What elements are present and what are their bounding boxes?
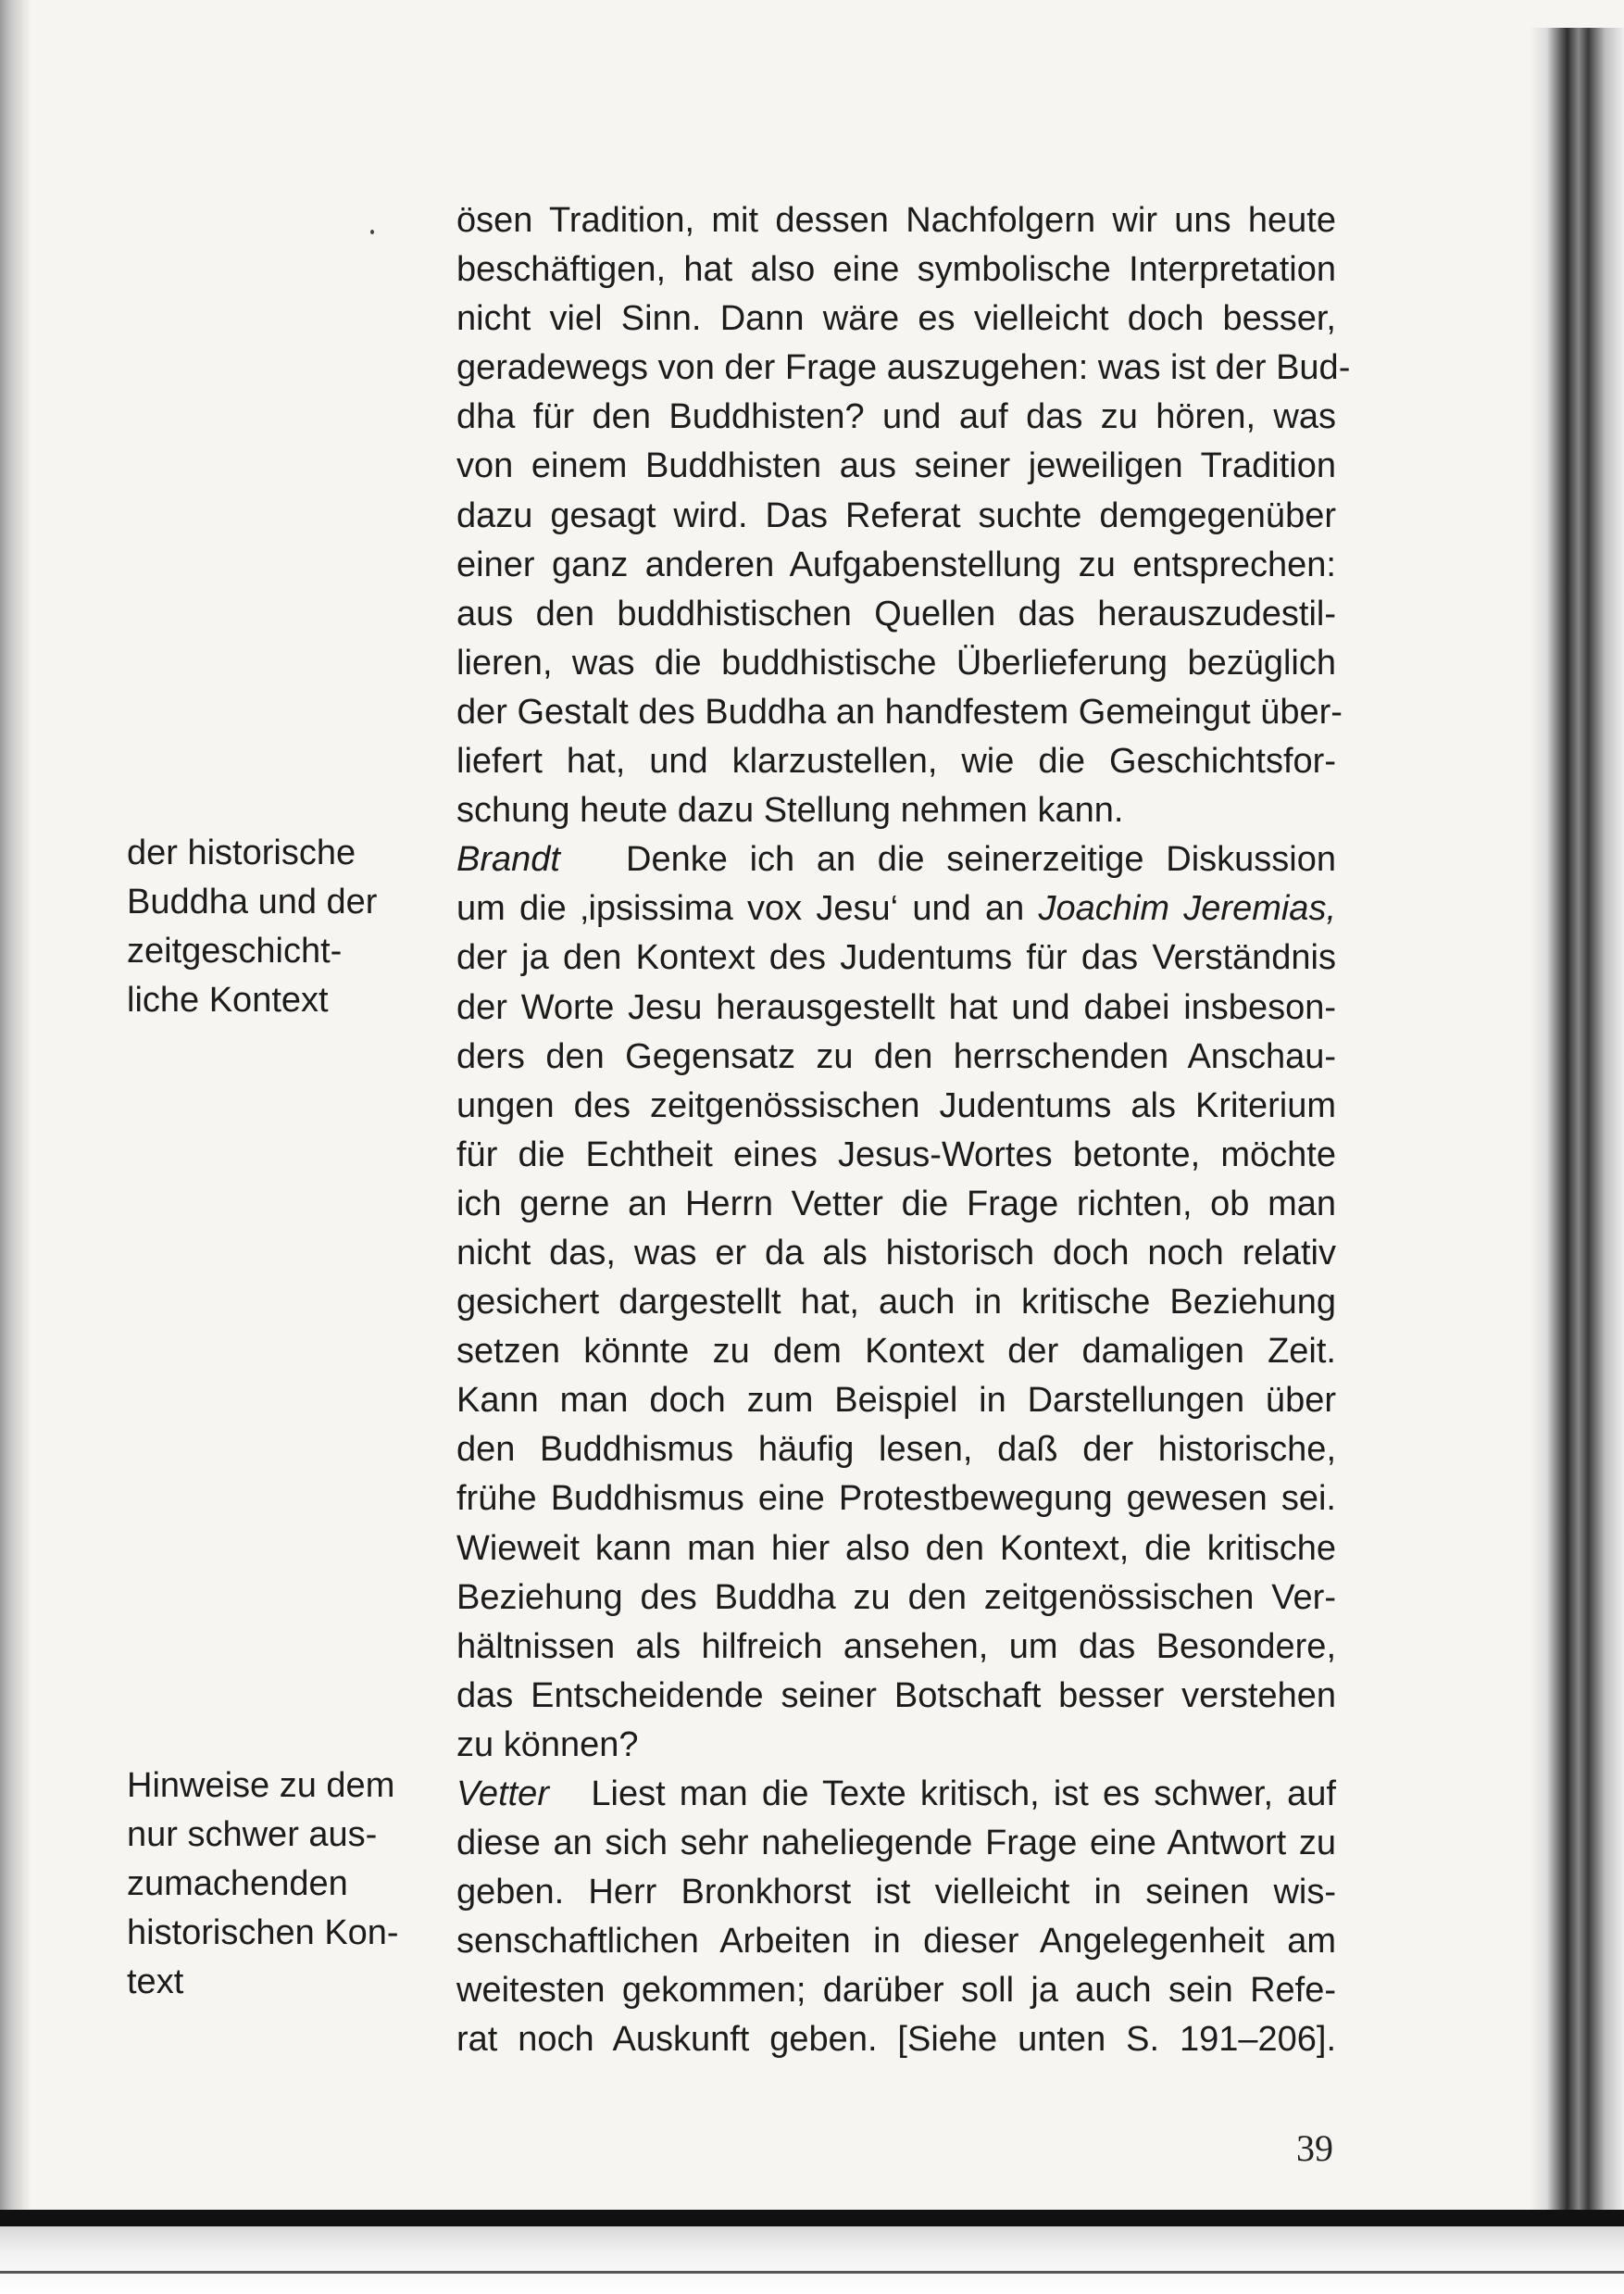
text-line: zu können? — [456, 1724, 639, 1764]
margin-note-historical-buddha — [127, 829, 423, 1025]
text-line: liefert hat, und klarzustellen, wie die Geschichtsfor- — [456, 742, 1336, 782]
text-line: der Gestalt des Buddha an handfestem Gemeingut über- — [456, 692, 1343, 732]
text-line: gesichert dargestellt hat, auch in kritische Beziehung — [456, 1283, 1336, 1322]
speaker-line-vetter — [456, 1770, 1336, 1819]
main-text-column — [456, 196, 1351, 2065]
margin-note-line: zeitgeschicht- — [127, 932, 343, 972]
text-line: dazu gesagt wird. Das Referat suchte demgegenüber — [456, 495, 1336, 535]
margin-note-line: liche Kontext — [127, 981, 329, 1021]
text-line: dha für den Buddhisten? und auf das zu hören, was — [456, 397, 1336, 437]
text-line-jeremias — [456, 884, 1336, 934]
text-line: diese an sich sehr naheliegende Frage eine Antwort zu — [456, 1824, 1336, 1863]
text-line: für die Echtheit eines Jesus-Wortes betonte, möchte — [456, 1134, 1336, 1174]
margin-note-line: zumachenden — [127, 1864, 348, 1904]
speaker-vetter: Vetter — [456, 1774, 549, 1813]
text-line: der Worte Jesu herausgestellt hat und dabei insbeson- — [456, 987, 1336, 1027]
text-line: rat noch Auskunft geben. [Siehe unten S. 191–206]. — [456, 2020, 1336, 2060]
text-line: weitesten gekommen; darüber soll ja auch sein Refe- — [456, 1971, 1336, 2011]
margin-note-line: text — [127, 1962, 184, 2002]
text-line: Wieweit kann man hier also den Kontext, die kritische — [456, 1528, 1336, 1568]
margin-note-line: der historische — [127, 834, 356, 872]
margin-note-line: Buddha und der — [127, 883, 378, 922]
text-line: ungen des zeitgenössischen Judentums als Kriterium — [456, 1085, 1336, 1125]
text-line: aus den buddhistischen Quellen das herauszudestil- — [456, 594, 1336, 633]
text-line: lieren, was die buddhistische Überlieferung bezüglich — [456, 643, 1336, 683]
text-fragment: Denke ich an die seinerzeitige Diskussion — [626, 840, 1336, 880]
margin-note-historical-context — [127, 1761, 423, 2007]
text-line: geradewegs von der Frage auszugehen: was ist der Bud- — [456, 348, 1351, 388]
scan-strip-bottom — [0, 2226, 1624, 2294]
margin-note-line: historischen Kon- — [127, 1913, 399, 1953]
text-line: nicht viel Sinn. Dann wäre es vielleicht doch besser, — [456, 299, 1336, 339]
text-line: den Buddhismus häufig lesen, daß der historische, — [456, 1430, 1336, 1470]
text-line: der ja den Kontext des Judentums für das Verständnis — [456, 938, 1336, 978]
text-line: ich gerne an Herrn Vetter die Frage richten, ob man — [456, 1184, 1336, 1223]
margin-note-line: Hinweise zu dem — [127, 1766, 395, 1805]
page-number: 39 — [1296, 2127, 1333, 2169]
scan-line-bottom — [0, 2271, 1624, 2274]
margin-note-line: nur schwer aus- — [127, 1815, 378, 1855]
text-fragment: um die ‚ipsissima vox Jesu‘ und an — [456, 889, 1025, 929]
text-line: das Entscheidende seiner Botschaft besser verstehen — [456, 1675, 1336, 1715]
speaker-brandt: Brandt — [456, 840, 560, 880]
scan-shadow-left — [0, 0, 31, 2294]
text-line: Kann man doch zum Beispiel in Darstellungen über — [456, 1381, 1336, 1421]
text-line: Beziehung des Buddha zu den zeitgenössischen Ver- — [456, 1577, 1336, 1617]
binding-shadow-right — [1530, 28, 1624, 2250]
text-line: geben. Herr Bronkhorst ist vielleicht in seinen wis- — [456, 1873, 1336, 1912]
text-line: beschäftigen, hat also eine symbolische Interpretation — [456, 250, 1336, 290]
scan-edge-bottom — [0, 2210, 1624, 2226]
text-line: schung heute dazu Stellung nehmen kann. — [456, 791, 1124, 831]
text-fragment: Liest man die Texte kritisch, ist es schwer, auf — [591, 1774, 1336, 1813]
text-line: frühe Buddhismus eine Protestbewegung gewesen sei. — [456, 1479, 1336, 1519]
text-line: hältnissen als hilfreich ansehen, um das Besondere, — [456, 1626, 1336, 1666]
text-line: ösen Tradition, mit dessen Nachfolgern wir uns heute — [456, 201, 1336, 240]
text-line: nicht das, was er da als historisch doch noch relativ — [456, 1233, 1336, 1272]
text-line: senschaftlichen Arbeiten in dieser Angelegenheit am — [456, 1922, 1336, 1962]
text-line: einer ganz anderen Aufgabenstellung zu entsprechen: — [456, 545, 1336, 584]
text-line: setzen könnte zu dem Kontext der damaligen Zeit. — [456, 1332, 1336, 1372]
text-line: ders den Gegensatz zu den herrschenden Anschau- — [456, 1036, 1336, 1076]
text-line: von einem Buddhisten aus seiner jeweiligen Tradition — [456, 446, 1336, 486]
dust-speck — [370, 230, 374, 234]
speaker-line-brandt — [456, 835, 1336, 884]
name-joachim-jeremias: Joachim Jeremias, — [1038, 889, 1336, 929]
